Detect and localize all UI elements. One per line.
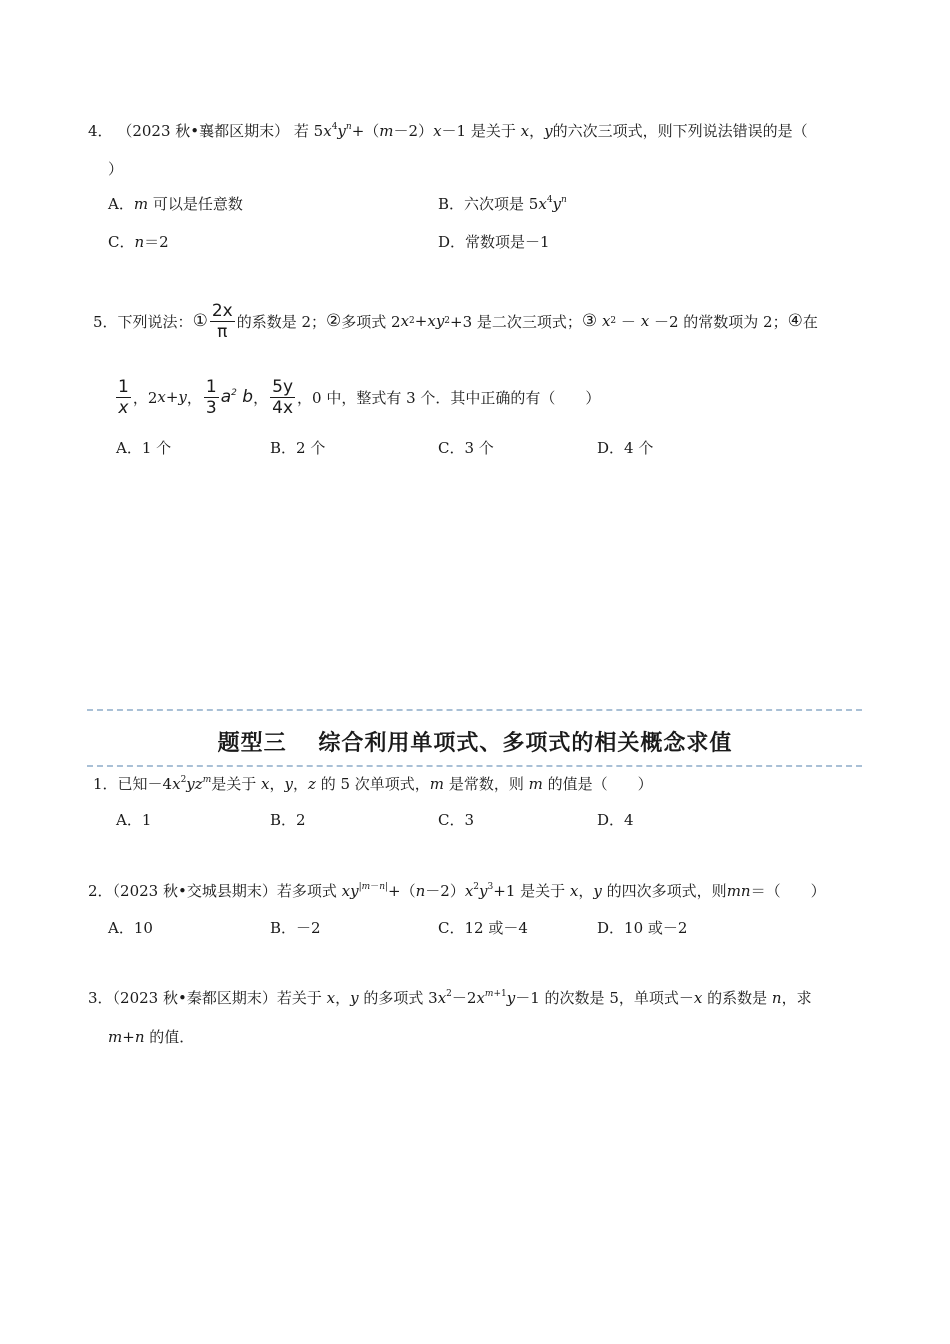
question-number: 3． <box>88 989 113 1007</box>
stem-text: －1 的次数是 5，单项式－ <box>515 989 694 1007</box>
fraction-5y-over-4x <box>270 377 295 418</box>
s2-option-d[interactable]: D．10 或－2 <box>597 919 688 937</box>
stem-text: 的值． <box>149 1028 195 1046</box>
s1-option-b[interactable]: B．2 <box>270 811 306 829</box>
stem-text: 已知－4 <box>117 775 173 793</box>
section-question-2-stem: 2．（2023 秋•交城县期末）若多项式 $xy^{|m-n|}+(n-2)x^2y^3+1$ 是关于 x，y 的四次多项式，则mn＝（ ） <box>88 882 826 900</box>
stem-text: 的 5 次单项式， <box>320 775 430 793</box>
question-source: （2023 秋•襄都区期末） <box>117 122 290 140</box>
question-5-stem: 5． 下列说法： ① $\frac{2x}{\pi}$ 的系数是 2； ② 多项式 2 x 2 + xy 2 +3 是二次三项式； ③ x 2 － x －2 的常数项为 2； ④ 在 <box>93 300 818 342</box>
fraction-numerator: 5y <box>272 376 294 397</box>
stem-text: 的四次多项式，则 <box>606 882 727 900</box>
section-question-3-stem-line2: m+n 的值． <box>108 1028 195 1046</box>
question-4-stem: 4． （2023 秋•襄都区期末） 若 $5x^4y^n+(m-2)x-1$ 是关于 x，y的六次三项式，则下列说法错误的是（ <box>88 122 808 140</box>
stem-text: ，求 <box>781 989 812 1007</box>
question-number: 5． <box>93 312 118 331</box>
section-divider-top <box>87 709 862 711</box>
stem-text: 若 5 <box>293 122 324 140</box>
q5-option-c[interactable]: C．3 个 <box>438 439 494 457</box>
q4-option-c[interactable]: C．n＝2 <box>108 233 169 251</box>
stem-text: －2） <box>393 122 434 140</box>
stem-text: 是常数，则 <box>448 775 524 793</box>
fraction-numerator: 1 <box>205 376 217 397</box>
stem-text: 在 <box>802 312 818 331</box>
question-source: （2023 秋•秦都区期末） <box>112 989 277 1007</box>
s1-option-c[interactable]: C．3 <box>438 811 475 829</box>
question-5-stem-line2: $\frac{1}{x}$ ，2 x + y ， $\frac{1}{3}$ $a^2$ b ， $\frac{5y}{4x}$ ，0 中，整式有 3 个．其中正确的有（ ） <box>118 376 601 418</box>
section-question-3-stem: 3．（2023 秋•秦都区期末）若关于 x，y 的多项式 $3x^2-2x^{m+1}y-1$ 的次数是 5，单项式－x 的系数是 n，求 <box>88 989 812 1007</box>
s1-option-a[interactable]: A．1 <box>116 811 152 829</box>
fraction-numerator: 1 <box>118 376 129 397</box>
s2-option-a[interactable]: A．10 <box>108 919 153 937</box>
q5-option-b[interactable]: B．2 个 <box>270 439 326 457</box>
question-source: （2023 秋•交城县期末） <box>112 882 277 900</box>
fraction-denominator: x <box>118 397 129 418</box>
q4-option-d[interactable]: D．常数项是－1 <box>438 233 550 251</box>
stem-text: －2 的常数项为 2； <box>653 312 788 331</box>
circled-one: ① <box>192 311 208 331</box>
fraction-numerator: 2x <box>211 300 233 321</box>
question-number: 2． <box>88 882 113 900</box>
stem-text: ，0 中，整式有 3 个．其中正确的有（ ） <box>297 388 601 407</box>
q5-option-d[interactable]: D．4 个 <box>597 439 654 457</box>
circled-four: ④ <box>787 311 803 331</box>
q4-option-a[interactable]: A．m 可以是任意数 <box>108 195 243 213</box>
option-label: C． <box>108 233 135 251</box>
stem-text: ，2 <box>132 388 158 407</box>
option-label: A． <box>108 195 134 213</box>
section-title: 题型三 综合利用单项式、多项式的相关概念求值 <box>217 730 733 756</box>
stem-text: 的值是（ ） <box>547 775 653 793</box>
stem-text: 多项式 2 <box>341 312 401 331</box>
stem-text: 下列说法： <box>117 312 193 331</box>
s2-option-c[interactable]: C．12 或－4 <box>438 919 528 937</box>
s2-option-b[interactable]: B．－2 <box>270 919 321 937</box>
stem-text: +1 是关于 <box>493 882 566 900</box>
stem-text: ＝（ ） <box>750 882 826 900</box>
stem-text: 的系数是 <box>707 989 768 1007</box>
stem-text: 的六次三项式，则下列说法错误的是（ <box>552 122 808 140</box>
q5-option-a[interactable]: A．1 个 <box>116 439 172 457</box>
fraction-denominator: π <box>217 321 228 342</box>
q4-option-b[interactable]: B．六次项是 $5x^4y^n$ <box>438 195 567 213</box>
stem-text: +3 是二次三项式； <box>450 312 582 331</box>
option-text: B．六次项是 5 <box>438 195 539 213</box>
stem-text: 若多项式 <box>276 882 337 900</box>
term-a-squared-b: $a^2$ b <box>220 387 254 407</box>
fraction-denominator: 3 <box>205 397 217 418</box>
stem-text: －2） <box>425 882 465 900</box>
section-question-1-stem: 1．已知$-4x^2yz^m$是关于 x，y，z 的 5 次单项式，m 是常数，则 m 的值是（ ） <box>93 775 653 793</box>
circled-three: ③ <box>581 311 598 331</box>
question-number: 4． <box>88 122 113 140</box>
stem-text: ， <box>186 388 202 407</box>
fraction-2x-over-pi <box>210 301 235 342</box>
option-text: ＝2 <box>144 233 169 251</box>
stem-text: 若关于 <box>276 989 322 1007</box>
stem-text: 的系数是 2； <box>236 312 327 331</box>
stem-text: +（ <box>351 122 380 140</box>
section-divider-bottom <box>87 765 862 767</box>
question-number: 1． <box>93 775 118 793</box>
fraction-denominator: 4x <box>272 397 294 418</box>
stem-text: 是关于 <box>211 775 257 793</box>
stem-text: －1 是关于 <box>441 122 516 140</box>
fraction-1-over-x <box>116 377 131 418</box>
fraction-1-over-3 <box>204 377 219 418</box>
s1-option-d[interactable]: D．4 <box>597 811 634 829</box>
stem-text: +（ <box>388 882 416 900</box>
circled-two: ② <box>326 311 342 331</box>
question-4-close-paren: ） <box>108 160 124 178</box>
option-text: 可以是任意数 <box>152 195 243 213</box>
stem-text: 的多项式 3 <box>363 989 438 1007</box>
stem-text: －2 <box>451 989 477 1007</box>
